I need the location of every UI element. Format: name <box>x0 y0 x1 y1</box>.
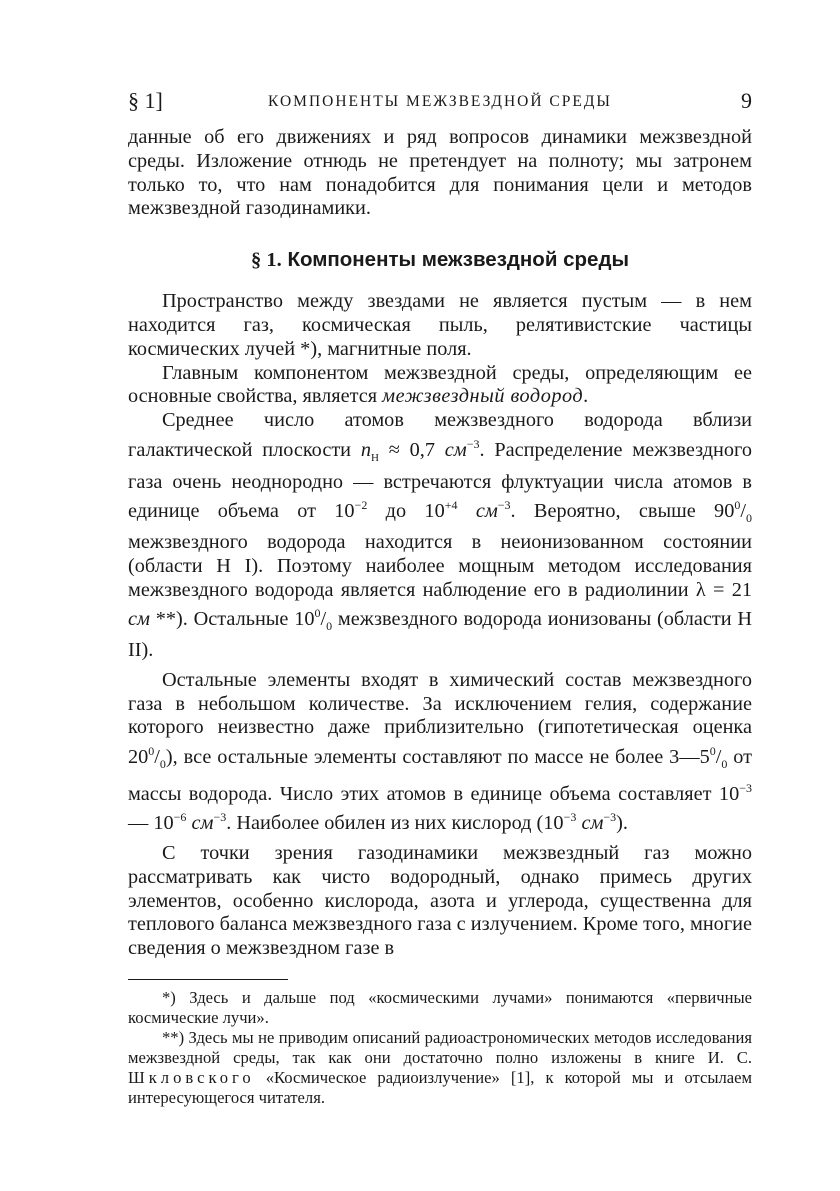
page-body <box>128 126 752 1108</box>
percent-mark: 0 <box>148 744 155 759</box>
header-section-ref: § 1] <box>128 88 163 113</box>
footnote-2: **) Здесь мы не приводим описаний радиоастрономических методов исследования межзвездной среды, так как они достаточно полно изложены в книге И. С. Шкловского «Космическое радиоизлучение» [1], к которой мы и отсылаем интересующегося читателя. <box>128 1027 752 1107</box>
intro-paragraph: данные об его движениях и ряд вопросов динамики межзвездной среды. Изложение отнюдь не претендует на полноту; мы затронем только то, что нам понадобится для понимания цели и методов межзвездной газодинамики. <box>128 126 752 220</box>
paragraph-3: Среднее число атомов межзвездного водорода вблизи галактической плоскости $n_H \approx 0,7$ $см^{-3}$. Распределение межзвездного газа очень неоднородно — встречаются флуктуации числа атомов в единице объема от $10^{-2}$ до $10^{+4}$ $см^{-3}$. Вероятно, свыше $90^0/_0$ межзвездного водорода находится в неионизованном состоянии (области H I). Поэтому наиболее мощным методом исследования межзвездного водорода является наблюдение его в радиолинии λ = 21 см **). Остальные $10^0/_0$ межзвездного водорода ионизованы (области H II). <box>128 409 753 661</box>
header-title: КОМПОНЕНТЫ МЕЖЗВЕЗДНОЙ СРЕДЫ <box>268 93 612 110</box>
emphasis-term: межзвездный водород <box>382 385 584 408</box>
footnote-1: *) Здесь и дальше под «космическими лучами» понимаются «первичные космические лучи». <box>128 987 752 1027</box>
percent-mark: 0 <box>314 606 321 621</box>
paragraph-2: Главным компонентом межзвездной среды, определяющим ее основные свойства, является межзвездный водород. <box>128 361 752 408</box>
author-name: Шкловского <box>128 1067 255 1087</box>
section-number: § 1. <box>251 249 282 272</box>
section-title: Компоненты межзвездной среды <box>287 248 629 272</box>
running-header <box>128 88 752 118</box>
paragraph-4: Остальные элементы входят в химический состав межзвездного газа в небольшом количестве. За исключением гелия, содержание которого неизвестно даже приблизительно (гипотетическая оценка $20^0/_0$), все остальные элементы составляют по массе не более $3—5^0/_0$ от массы водорода. Число этих атомов в единице объема составляет $10^{-3}$ — $10^{-6}$ $см^{-3}$. Наиболее обилен из них кислород ($10^{-3}$ $см^{-3}$). <box>128 668 753 835</box>
footnote-divider <box>128 979 288 980</box>
percent-mark: 0 <box>734 498 741 513</box>
page-number: 9 <box>741 88 752 113</box>
paragraph-5: С точки зрения газодинамики межзвездный газ можно рассматривать как чисто водородный, однако примесь других элементов, особенно кислорода, азота и углерода, существенна для теплового баланса межзвездного газа с излучением. Кроме того, многие сведения о межзвездном газе в <box>128 841 752 960</box>
section-heading <box>128 248 752 272</box>
paragraph-1: Пространство между звездами не является пустым — в нем находится газ, космическая пыль, релятивистские частицы космических лучей *), магнитные поля. <box>128 290 752 360</box>
percent-mark: 0 <box>709 744 716 759</box>
